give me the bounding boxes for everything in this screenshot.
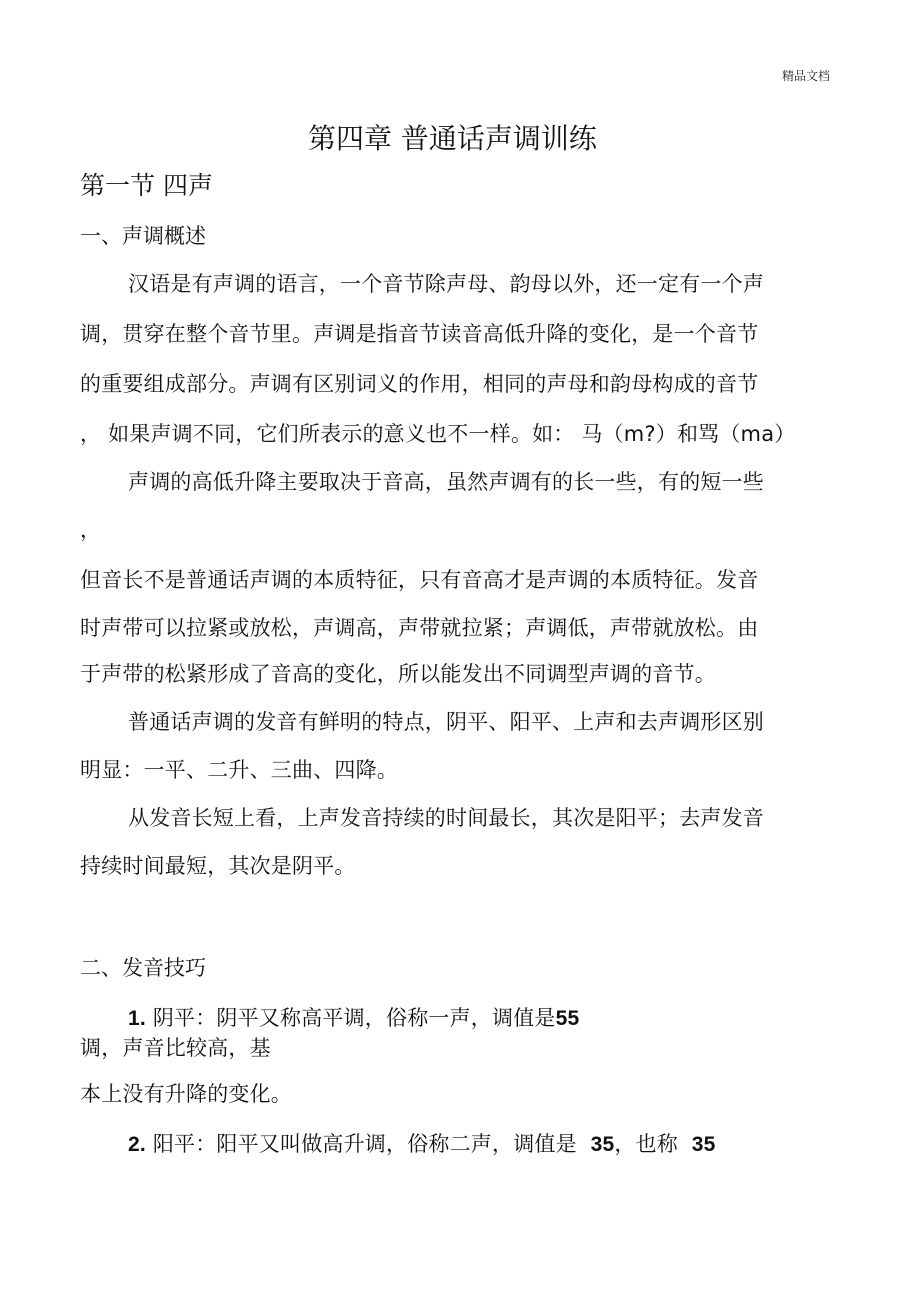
paragraph-line: 调，贯穿在整个音节里。声调是指音节读音高低升降的变化，是一个音节 (80, 322, 759, 346)
list-number: 1. (128, 1007, 146, 1030)
paragraph-line: 持续时间最短，其次是阴平。 (80, 854, 356, 878)
tone-value: 35 (590, 1133, 615, 1156)
paragraph-line: ， (80, 518, 102, 542)
list-item-text: ，也称 (614, 1132, 678, 1156)
paragraph-line: 但音长不是普通话声调的本质特征，只有音高才是声调的本质特征。发音 (80, 568, 759, 592)
paragraph-line: 汉语是有声调的语言，一个音节除声母、韵母以外，还一定有一个声 (128, 272, 764, 296)
paragraph-line: 普通话声调的发音有鲜明的特点，阴平、阳平、上声和去声调形区别 (128, 710, 764, 734)
watermark-text: 精品文档 (782, 69, 831, 83)
list-item-yinping (128, 1008, 579, 1029)
tone-value: 55 (555, 1007, 580, 1030)
list-item-text: 阳平：阳平又叫做高升调，俗称二声，调值是 (152, 1132, 577, 1156)
paragraph-line: 声调的高低升降主要取决于音高，虽然声调有的长一些，有的短一些 (128, 470, 764, 494)
list-item-yangping (128, 1134, 715, 1155)
paragraph-line: 调，声音比较高，基 (80, 1036, 271, 1060)
paragraph-line: 于声带的松紧形成了音高的变化，所以能发出不同调型声调的音节。 (80, 662, 716, 686)
tone-value: 35 (691, 1133, 716, 1156)
chapter-title: 第四章 普通话声调训练 (308, 122, 597, 155)
paragraph-line: 明显：一平、二升、三曲、四降。 (80, 758, 398, 782)
part1-heading: 一、声调概述 (80, 224, 206, 248)
paragraph-line: ， 如果声调不同，它们所表示的意义也不一样。如： 马（m?）和骂（ma） (80, 422, 796, 446)
part2-heading: 二、发音技巧 (80, 956, 206, 980)
section-title: 第一节 四声 (80, 171, 213, 200)
paragraph-line: 的重要组成部分。声调有区别词义的作用，相同的声母和韵母构成的音节 (80, 372, 759, 396)
paragraph-line: 从发音长短上看，上声发音持续的时间最长，其次是阳平；去声发音 (128, 806, 764, 830)
paragraph-line: 时声带可以拉紧或放松，声调高，声带就拉紧；声调低，声带就放松。由 (80, 616, 759, 640)
paragraph-line: 本上没有升降的变化。 (80, 1082, 292, 1106)
list-number: 2. (128, 1133, 146, 1156)
list-item-text: 阴平：阴平又称高平调，俗称一声，调值是 (152, 1006, 556, 1030)
